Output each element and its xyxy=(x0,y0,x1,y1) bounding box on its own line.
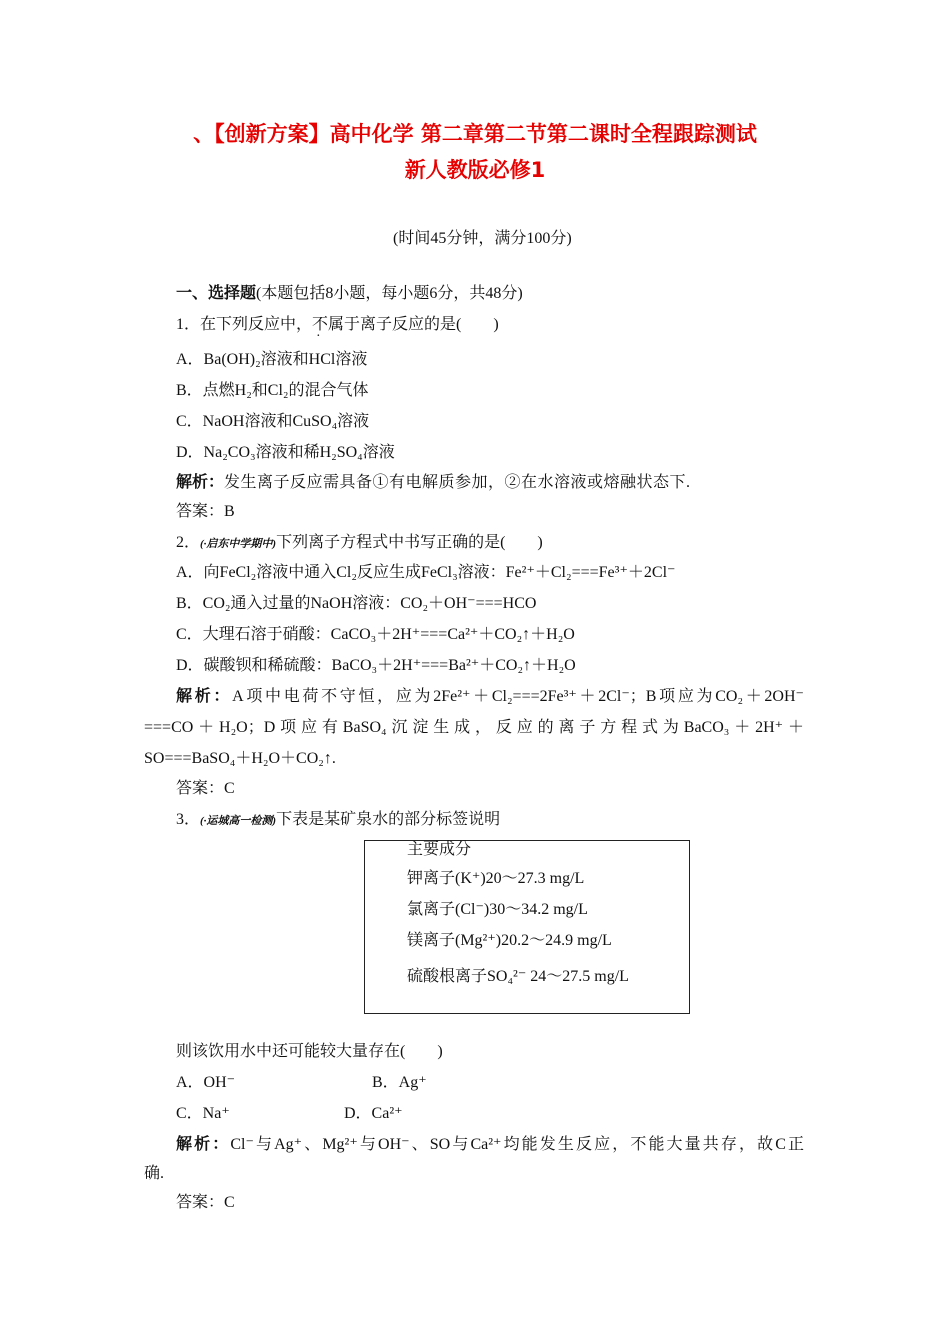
q1-option-a: A．Ba(OH)₂溶液和HCl溶液 xyxy=(176,351,368,368)
time-info: (时间45分钟，满分100分) xyxy=(393,230,572,247)
q2-option-d: D．碳酸钡和稀硫酸：BaCO₃＋2H⁺===Ba²⁺＋CO₂↑＋H₂O xyxy=(176,657,576,674)
q2-analysis-line-3: SO===BaSO₄＋H₂O＋CO₂↑. xyxy=(144,750,336,767)
mineral-water-label-table xyxy=(364,840,690,1014)
q2-source: (·启东中学期中) xyxy=(200,538,277,550)
q3-option-b: B．Ag⁺ xyxy=(372,1074,427,1091)
section-heading-note: (本题包括8小题，每小题6分，共48分) xyxy=(256,285,523,302)
q3-option-c: C．Na⁺ xyxy=(176,1105,230,1122)
q3-option-a: A．OH⁻ xyxy=(176,1074,236,1091)
q2-analysis-text-1: A项中电荷不守恒，应为2Fe²⁺＋Cl₂===2Fe³⁺＋2Cl⁻；B项应为CO₂＋2OH⁻ xyxy=(232,688,804,705)
q1-stem-part-b: 属于离子反应的是( ) xyxy=(328,316,499,333)
label-table-row-3: 镁离子(Mg²⁺)20.2～24.9 mg/L xyxy=(407,932,612,949)
q2-option-c: C．大理石溶于硝酸：CaCO₃＋2H⁺===Ca²⁺＋CO₂↑＋H₂O xyxy=(176,626,575,643)
q2-stem xyxy=(176,532,543,555)
q2-analysis-line-2: ===CO＋H₂O；D项应有BaSO₄沉淀生成，反应的离子方程式为BaCO₃＋2H⁺＋ xyxy=(144,719,804,736)
q3-answer: 答案：C xyxy=(176,1194,235,1211)
q3-source: (·运城高一检测) xyxy=(200,815,277,827)
label-table-row-1: 钾离子(K⁺)20～27.3 mg/L xyxy=(407,870,585,887)
label-table-row-4: 硫酸根离子SO₄²⁻ 24～27.5 mg/L xyxy=(407,968,629,985)
q3-analysis-label: 解析： xyxy=(176,1136,231,1153)
q1-stem-part-a: 1．在下列反应中， xyxy=(176,316,313,333)
q3-analysis-line-2: 确. xyxy=(144,1165,165,1182)
q1-analysis-label: 解析： xyxy=(176,474,225,491)
q2-analysis-label: 解析： xyxy=(176,688,233,705)
q1-analysis xyxy=(176,472,691,494)
q3-analysis-text-1: Cl⁻与Ag⁺、Mg²⁺与OH⁻、SO与Ca²⁺均能发生反应，不能大量共存，故C正 xyxy=(230,1136,804,1153)
q1-stem xyxy=(176,314,499,336)
q1-stem-emphasis: 不 xyxy=(312,316,329,333)
q2-number: 2． xyxy=(176,534,201,551)
q2-option-b: B．CO₂通入过量的NaOH溶液：CO₂＋OH⁻===HCO xyxy=(176,595,537,612)
title-line-1: 、【创新方案】高中化学 第二章第二节第二课时全程跟踪测试 xyxy=(193,122,757,146)
section-heading xyxy=(176,283,523,305)
q3-option-d: D．Ca²⁺ xyxy=(344,1105,403,1122)
title-line-2: 新人教版必修1 xyxy=(404,158,546,182)
section-heading-label: 一、选择题 xyxy=(176,285,257,302)
q1-option-b: B．点燃H₂和Cl₂的混合气体 xyxy=(176,382,369,399)
q3-analysis-line-1 xyxy=(176,1134,804,1156)
label-table-row-2: 氯离子(Cl⁻)30～34.2 mg/L xyxy=(407,901,588,918)
q1-answer: 答案：B xyxy=(176,503,235,520)
q1-option-d: D．Na₂CO₃溶液和稀H₂SO₄溶液 xyxy=(176,444,395,461)
q3-stem xyxy=(176,809,500,832)
q3-stem-text: 下表是某矿泉水的部分标签说明 xyxy=(276,811,501,828)
q1-analysis-text: 发生离子反应需具备①有电解质参加，②在水溶液或熔融状态下. xyxy=(224,474,691,491)
q2-analysis-line-1 xyxy=(176,686,804,708)
q2-answer: 答案：C xyxy=(176,780,235,797)
q3-question: 则该饮用水中还可能较大量存在( ) xyxy=(176,1043,443,1060)
q3-number: 3． xyxy=(176,811,201,828)
q1-option-c: C．NaOH溶液和CuSO₄溶液 xyxy=(176,413,370,430)
q2-stem-text: 下列离子方程式中书写正确的是( ) xyxy=(276,534,543,551)
label-table-header: 主要成分 xyxy=(407,841,472,858)
q2-option-a: A．向FeCl₂溶液中通入Cl₂反应生成FeCl₃溶液：Fe²⁺＋Cl₂===Fe³⁺＋2Cl⁻ xyxy=(176,564,676,581)
